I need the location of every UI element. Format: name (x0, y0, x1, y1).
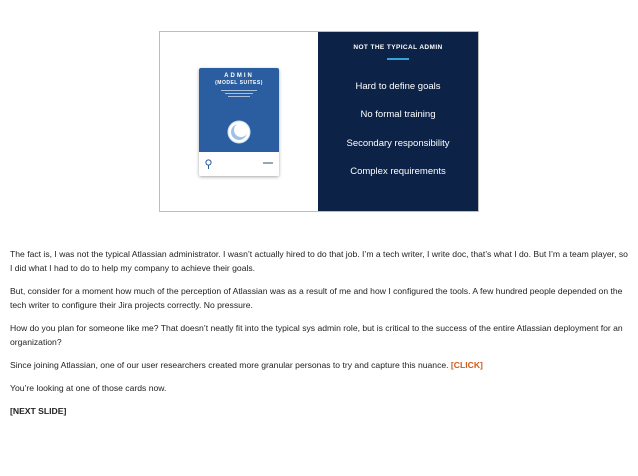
notes-paragraph: The fact is, I was not the typical Atlassian administrator. I wasn’t actually hired to do that job. I’m a tech writer, I write doc, that’s what I do. But I’m a team player, so I did what I had to do to help my company to achieve their goals. (10, 249, 628, 273)
persona-card-footer (199, 152, 279, 176)
speaker-notes (10, 247, 630, 427)
persona-card-header (199, 68, 279, 152)
persona-card-text-lines (221, 90, 257, 97)
slide-right-panel (318, 32, 478, 211)
goal-item: Complex requirements (350, 166, 446, 177)
notes-text: Since joining Atlassian, one of our user researchers created more granular personas to try and capture this nuance. (10, 360, 449, 370)
notes-paragraph: You’re looking at one of those cards now. (10, 383, 167, 393)
goal-item: Secondary responsibility (346, 138, 450, 149)
location-pin-icon (205, 159, 212, 169)
persona-card-subtitle: (MODEL SUITES) (215, 80, 263, 86)
header-underline (387, 58, 409, 60)
notes-paragraph: How do you plan for someone like me? That doesn’t neatly fit into the typical sys admin role, but is critical to the success of the entire Atlassian deployment for an organization? (10, 323, 623, 347)
atlassian-mark-icon (263, 161, 273, 165)
next-slide-cue: [NEXT SLIDE] (10, 406, 67, 416)
persona-avatar-icon (227, 120, 251, 144)
goal-item: Hard to define goals (355, 81, 441, 92)
slide-thumbnail (159, 31, 479, 212)
slide-header: NOT THE TYPICAL ADMIN (353, 44, 443, 51)
click-cue: [CLICK] (450, 360, 483, 370)
goal-item: No formal training (360, 109, 436, 120)
notes-paragraph: But, consider for a moment how much of the perception of Atlassian was as a result of me and how I configured the tools. A few hundred people depended on the tech writer to configure their Jira projects correctly. No pressure. (10, 286, 623, 310)
notes-paragraph (10, 358, 630, 372)
slide-left-panel (160, 32, 320, 211)
persona-card-title: ADMIN (224, 73, 254, 79)
persona-card (199, 68, 279, 176)
